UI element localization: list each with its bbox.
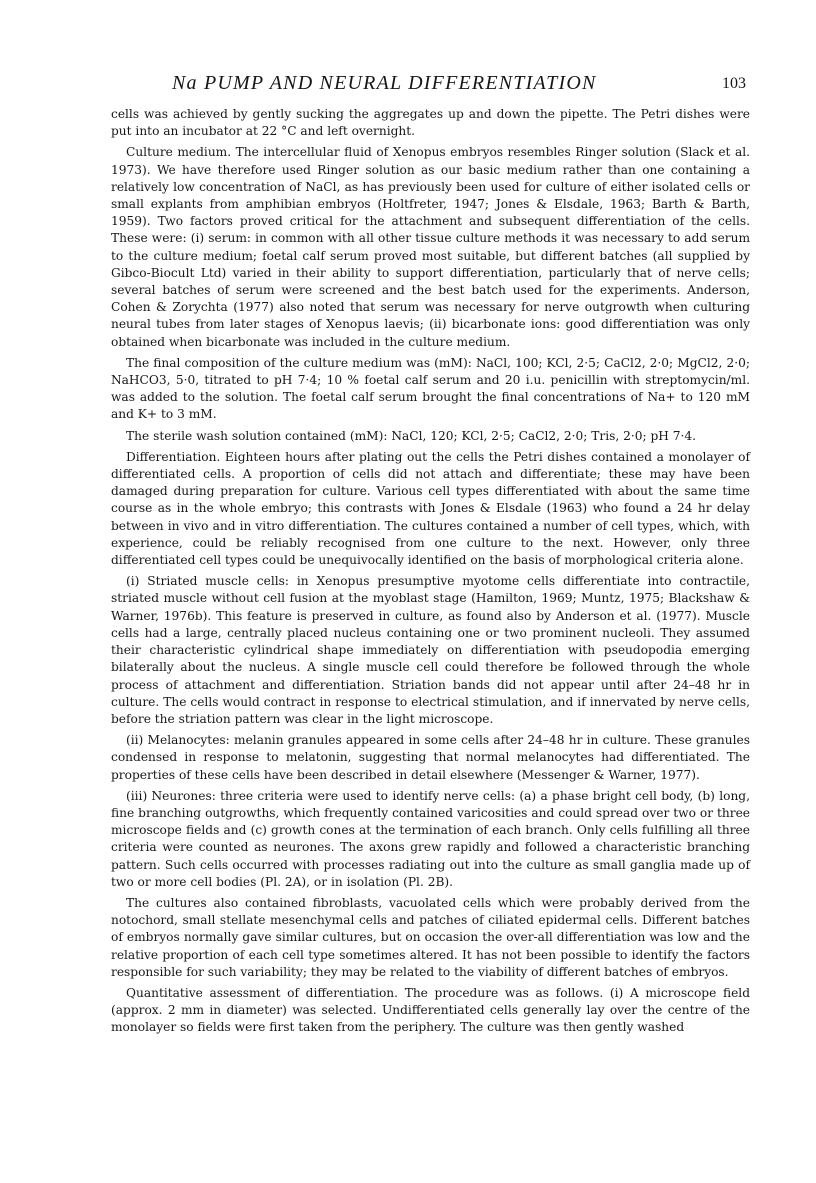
paragraph-neurones: (iii) Neurones: three criteria were used to identify nerve cells: (a) a phase bright cell body, (b) long, fine branching outgrowths, which frequently contained varicosities and could spread over two or three microscope fields and (c) growth cones at the termination of each branch. Only cells fulfilling all three criteria were counted as neurones. The axons grew rapidly and followed a characteristic branching pattern. Such cells occurred with processes radiating out into the culture as small ganglia made up of two or more cell bodies (Pl. 2A), or in isolation (Pl. 2B). xyxy=(111,788,750,889)
paragraph-quantitative: Quantitative assessment of differentiation. The procedure was as follows. (i) A microscope field (approx. 2 mm in diameter) was selected. Undifferentiated cells generally lay over the centre of the monolayer so fields were first taken from the periphery. The culture was then gently washed xyxy=(111,985,750,1035)
paragraph-medium-composition: The final composition of the culture medium was (mM): NaCl, 100; KCl, 2·5; CaCl2, 2·0; MgCl2, 2·0; NaHCO3, 5·0, titrated to pH 7·4; 10 % foetal calf serum and 20 i.u. penicillin with streptomycin/ml. was added to the solution. The foetal calf serum brought the final concentrations of Na+ to 120 mM and K+ to 3 mM. xyxy=(111,355,750,422)
paragraph-other-cells: The cultures also contained fibroblasts, vacuolated cells which were probably derived from the notochord, small stellate mesenchymal cells and patches of ciliated epidermal cells. Different batches of embryos normally gave similar cultures, but on occasion the over-all differentiation was low and the relative proportion of each cell type sometimes altered. It has not been possible to identify the factors responsible for such variability; they may be related to the viability of different batches of embryos. xyxy=(111,895,750,979)
page-number: 103 xyxy=(722,75,746,92)
page-header xyxy=(111,72,750,98)
paragraph-differentiation: Differentiation. Eighteen hours after plating out the cells the Petri dishes contained a monolayer of differentiated cells. A proportion of cells did not attach and differentiate; these may have been damaged during preparation for culture. Various cell types differentiated with about the same time course as in the whole embryo; this contrasts with Jones & Elsdale (1963) who found a 24 hr delay between in vivo and in vitro differentiation. The cultures contained a number of cell types, which, with experience, could be reliably recognised from one culture to the next. However, only three differentiated cell types could be unequivocally identified on the basis of morphological criteria alone. xyxy=(111,449,750,568)
paragraph-culture-medium: Culture medium. The intercellular fluid of Xenopus embryos resembles Ringer solution (Slack et al. 1973). We have therefore used Ringer solution as our basic medium rather than one containing a relatively low concentration of NaCl, as has previously been used for culture of either isolated cells or small explants from amphibian embryos (Holtfreter, 1947; Jones & Elsdale, 1963; Barth & Barth, 1959). Two factors proved critical for the attachment and subsequent differentiation of the cells. These were: (i) serum: in common with all other tissue culture methods it was necessary to add serum to the culture medium; foetal calf serum proved most suitable, but different batches (all supplied by Gibco-Biocult Ltd) varied in their ability to support differentiation, particularly that of nerve cells; several batches of serum were screened and the best batch used for the experiments. Anderson, Cohen & Zorychta (1977) also noted that serum was necessary for nerve outgrowth when culturing neural tubes from later stages of Xenopus laevis; (ii) bicarbonate ions: good differentiation was only obtained when bicarbonate was included in the culture medium. xyxy=(111,145,750,349)
paragraph: cells was achieved by gently sucking the aggregates up and down the pipette. The Petri dishes were put into an incubator at 22 °C and left overnight. xyxy=(111,107,750,139)
paragraph-melanocytes: (ii) Melanocytes: melanin granules appeared in some cells after 24–48 hr in culture. These granules condensed in response to melatonin, suggesting that normal melanocytes had differentiated. The properties of these cells have been described in detail elsewhere (Messenger & Warner, 1977). xyxy=(111,733,750,782)
paragraph-muscle-cells: (i) Striated muscle cells: in Xenopus presumptive myotome cells differentiate into contractile, striated muscle without cell fusion at the myoblast stage (Hamilton, 1969; Muntz, 1975; Blackshaw & Warner, 1976b). This feature is preserved in culture, as found also by Anderson et al. (1977). Muscle cells had a large, centrally placed nucleus containing one or two prominent nucleoli. They assumed their characteristic cylindrical shape immediately on differentiation with pseudopodia emerging bilaterally about the nucleus. A single muscle cell could therefore be followed through the whole process of attachment and differentiation. Striation bands did not appear until after 24–48 hr in culture. The cells would contract in response to electrical stimulation, and if innervated by nerve cells, before the striation pattern was clear in the light microscope. xyxy=(111,574,750,726)
paragraph-wash-solution: The sterile wash solution contained (mM): NaCl, 120; KCl, 2·5; CaCl2, 2·0; Tris, 2·0; pH 7·4. xyxy=(126,428,697,443)
running-title: Na PUMP AND NEURAL DIFFERENTIATION xyxy=(172,72,597,94)
body-text xyxy=(111,106,750,1037)
